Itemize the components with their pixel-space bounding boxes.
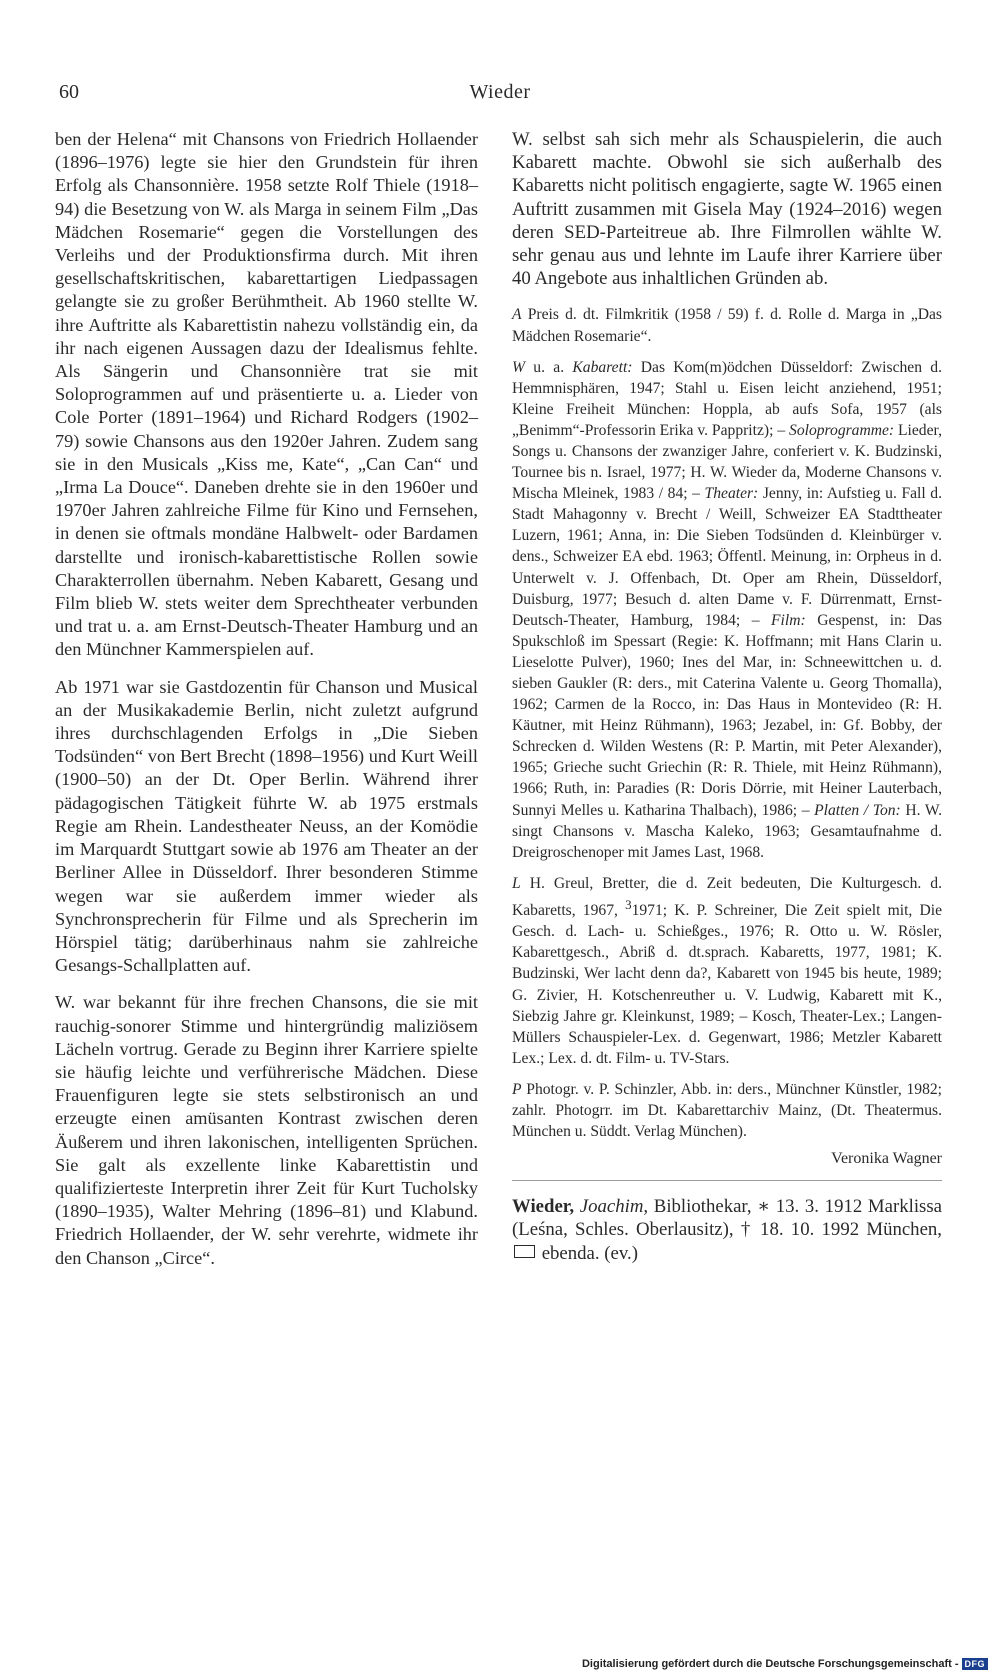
photos-marker: P — [512, 1080, 522, 1098]
article-author: Veronika Wagner — [831, 1150, 942, 1168]
awards-section — [512, 304, 942, 346]
next-entry — [512, 1195, 942, 1265]
entry-surname: Wieder, — [512, 1196, 575, 1218]
works-platten-text: H. W. singt Chansons v. Mascha Kaleko, 1963; Gesamtaufnahme d. Dreigroschenoper mit James Last, 1968. — [512, 801, 943, 861]
works-kabarett-label: Kabarett: — [572, 358, 633, 376]
body-paragraph: Ab 1971 war sie Gastdozentin für Chanson und Musical an der Musikakademie Berlin, nicht zuletzt aufgrund ihres durchschlagenden Erfolgs in „Die Sieben Todsünden“ von Bert Brecht (1898–1956) und Kurt Weill (1900–50) an der Dt. Oper Berlin. Während ihrer pädagogischen Tätigkeit führte W. ab 1975 erstmals Regie am Rhein. Landestheater Neuss, an der Komödie im Marquardt Stuttgart sowie ab 1976 am Theater an der Berliner Allee in Düsseldorf. Ihrer besonderen Stimme wegen war sie außerdem immer wieder als Synchronsprecherin für Filme und als Sprecherin im Hörspiel tätig; darüberhinaus nahm sie zahlreiche Gesangs-Schallplatten auf. — [55, 676, 478, 976]
edition-superscript: 3 — [625, 896, 632, 912]
left-column — [55, 128, 478, 1284]
works-theater-label: Theater: — [704, 485, 759, 503]
works-solo-label: Soloprogramme: — [789, 421, 895, 439]
works-section — [512, 357, 942, 863]
body-paragraph: W. selbst sah sich mehr als Schauspielerin, die auch Kabarett machte. Obwohl sie sich außerhalb des Kabaretts nicht politisch engagierte, sagte W. 1965 einen Auftritt zusammen mit Gisela May (1924–2016) wegen deren SED-Parteitreue ab. Ihre Filmrollen wählte W. sehr genau aus und lehnte im Laufe ihrer Karriere über 40 Angebote aus inhaltlichen Gründen ab. — [512, 129, 942, 290]
literature-text: H. Greul, Bretter, die d. Zeit bedeuten, Die Kulturgesch. d. Kabaretts, 1967, — [512, 874, 942, 920]
literature-marker: L — [512, 874, 521, 892]
awards-marker: A — [512, 306, 522, 324]
body-paragraph: ben der Helena“ mit Chansons von Friedrich Hollaender (1896–1976) legte sie hier den Grundstein für ihren Erfolg als Chansonnière. 1958 setzte Rolf Thiele (1918–94) die Besetzung von W. als Marga in seinem Film „Das Mädchen Rosemarie“ gegen die Vorstellungen des Verleihs und der Produktionsfirma durch. Mit ihren gesellschaftskritischen, kabarettartigen Liedpassagen gelangte sie zu großer Berühmtheit. Ab 1960 stellte W. ihre Auftritte als Kabarettistin nahezu vollständig ein, da ihr nach eigenen Aussagen dazu der Idealismus fehlte. Als Sängerin und Chansonnière trat sie mit Soloprogrammen auf und präsentierte u. a. Lieder von Cole Porter (1891–1964) und Richard Rodgers (1902–79) sowie Chansons aus den 1920er Jahren. Zudem sang sie in den Musicals „Kiss me, Kate“, „Can Can“ und „Irma La Douce“. Daneben drehte sie in den 1960er und 1970er Jahren zahlreiche Filme für Kino und Fernsehen, in denen sie oftmals mondäne Halbwelt- oder Bardamen darstellte und ironisch-kabarettistische Rollen sowie Charakterrollen übernahm. Neben Kabarett, Gesang und Film blieb W. stets weiter dem Sprechtheater verbunden und trat u. a. am Ernst-Deutsch-Theater Hamburg und an den Münchner Kammerspielen auf. — [55, 129, 478, 660]
entry-burial-place: ebenda. (ev.) — [537, 1242, 638, 1264]
literature-section — [512, 873, 942, 1069]
works-solo-text: Lieder, Songs u. Chansons der zwanziger Jahre, conferiert v. K. Budzinski, Tournee bis n. Israel, 1977; H. W. Wieder da, Moderne Chansons v. Mischa Mleinek, 1983 / 84; – — [512, 421, 942, 503]
works-film-label: Film: — [771, 611, 806, 629]
photos-section — [512, 1079, 942, 1142]
works-platten-label: Platten / Ton: — [814, 801, 901, 819]
works-intro: u. a. — [525, 358, 573, 376]
works-marker: W — [512, 358, 525, 376]
photos-text: Photogr. v. P. Schinzler, Abb. in: ders., Münchner Künstler, 1982; zahlr. Photogrr. im Dt. Kabarettarchiv Mainz, (Dt. Theatermus. München u. Süddt. Verlag München). — [512, 1080, 942, 1141]
right-column — [512, 128, 942, 1265]
footer-text: Digitalisierung gefördert durch die Deutsche Forschungsgemeinschaft - — [581, 1658, 959, 1670]
literature-text-continued: 1971; K. P. Schreiner, Die Zeit spielt mit, Die Gesch. d. Lach- u. Schießges., 1976; R. Otto u. W. Rösler, Kabarettgesch., Abriß d. dt.sprach. Kabaretts, 1977, 1981; K. Budzinski, Wer lacht denn da?, Kabarett von 1945 bis heute, 1989; G. Zivier, H. Kotschenreuther u. V. Ludwig, Kabarett mit K., Siebzig Jahre gr. Kleinkunst, 1989; – Kosch, Theater-Lex.; Langen-Müllers Schauspieler-Lex. d. Gegenwart, 1986; Metzler Kabarett Lex.; Lex. d. dt. Film- u. TV-Stars. — [512, 902, 942, 1067]
works-theater-text: Jenny, in: Aufstieg u. Fall d. Stadt Mahagonny v. Brecht / Weill, Schweizer EA Stadttheater Luzern, 1961; Anna, in: Die Sieben Todsünden d. Kleinbürger v. dens., Schweizer EA ebd. 1963; Öffentl. Meinung, in: Orpheus in d. Unterwelt v. J. Offenbach, Dt. Oper am Rhein, Düsseldorf, Duisburg, 1977; Besuch d. alten Dame v. F. Dürrenmatt, Ernst-Deutsch-Theater, Hamburg, 1984; – — [512, 485, 942, 629]
entry-divider — [512, 1180, 942, 1181]
digitization-footer — [582, 1658, 988, 1670]
page-number: 60 — [59, 81, 79, 103]
body-paragraph: W. war bekannt für ihre frechen Chansons, die sie mit rauchig-sonorer Stimme und hintergründig maliziösem Lächeln vortrug. Gerade zu Beginn ihrer Karriere spielte sie häufig leichte und verführerische Mädchen. Diese Frauenfiguren legte sie stets selbstironisch an und erzeugte einen amüsanten Kontrast zwischen deren Äußerem und ihren lakonischen, intelligenten Sprüchen. Sie galt als exzellente linke Kabarettistin und qualifizierteste Interpretin ihrer Zeit für Kurt Tucholsky (1890–1935), Walter Mehring (1896–81) und Klabund. Friedrich Hollaender, der W. sehr verehrte, widmete ihr den Chanson „Circe“. — [55, 992, 478, 1268]
awards-text: Preis d. dt. Filmkritik (1958 / 59) f. d. Rolle d. Marga in „Das Mädchen Rosemarie“. — [512, 306, 942, 345]
works-kabarett-text: Das Kom(m)ödchen Düsseldorf: Zwischen d. Hemmnisphären, 1947; Stahl u. Eisen leicht anziehend, 1951; Kleine Freiheit München: Hoppla, ab aufs Sofa, 1957 (als „Benimm“-Professorin Erika v. Pappritz); – — [512, 358, 942, 439]
dfg-logo: DFG — [962, 1658, 989, 1670]
running-head: Wieder — [469, 81, 531, 103]
burial-box-icon — [514, 1245, 535, 1258]
entry-biographical-data: Bibliothekar, ∗ 13. 3. 1912 Marklissa (Leśna, Schles. Oberlausitz), † 18. 10. 1992 München, — [512, 1196, 942, 1241]
works-film-text: Gespenst, in: Das Spukschloß im Spessart (Regie: K. Hoffmann; mit Hans Clarin u. Lieselotte Pulver), 1960; Ines del Mar, in: Schneewittchen u. d. sieben Gaukler (R: ders., mit Caterina Valente u. Georg Thomalla), 1962; Carmen de la Rocco, in: Das Haus in Montevideo (R: H. Käutner, mit Heinz Rühmann), 1963; Jezabel, in: Gf. Bobby, der Schrecken d. Wilden Westens (R: P. Martin, mit Peter Alexander), 1965; Grieche sucht Griechin (R: R. Thiele, mit Heinz Rühmann), 1966; Ruth, in: Paradies (R: Doris Dörrie, mit Heiner Lauterbach, Sunnyi Melles u. Katharina Thalbach), 1986; – — [512, 611, 942, 819]
entry-first-name: Joachim, — [579, 1196, 649, 1218]
